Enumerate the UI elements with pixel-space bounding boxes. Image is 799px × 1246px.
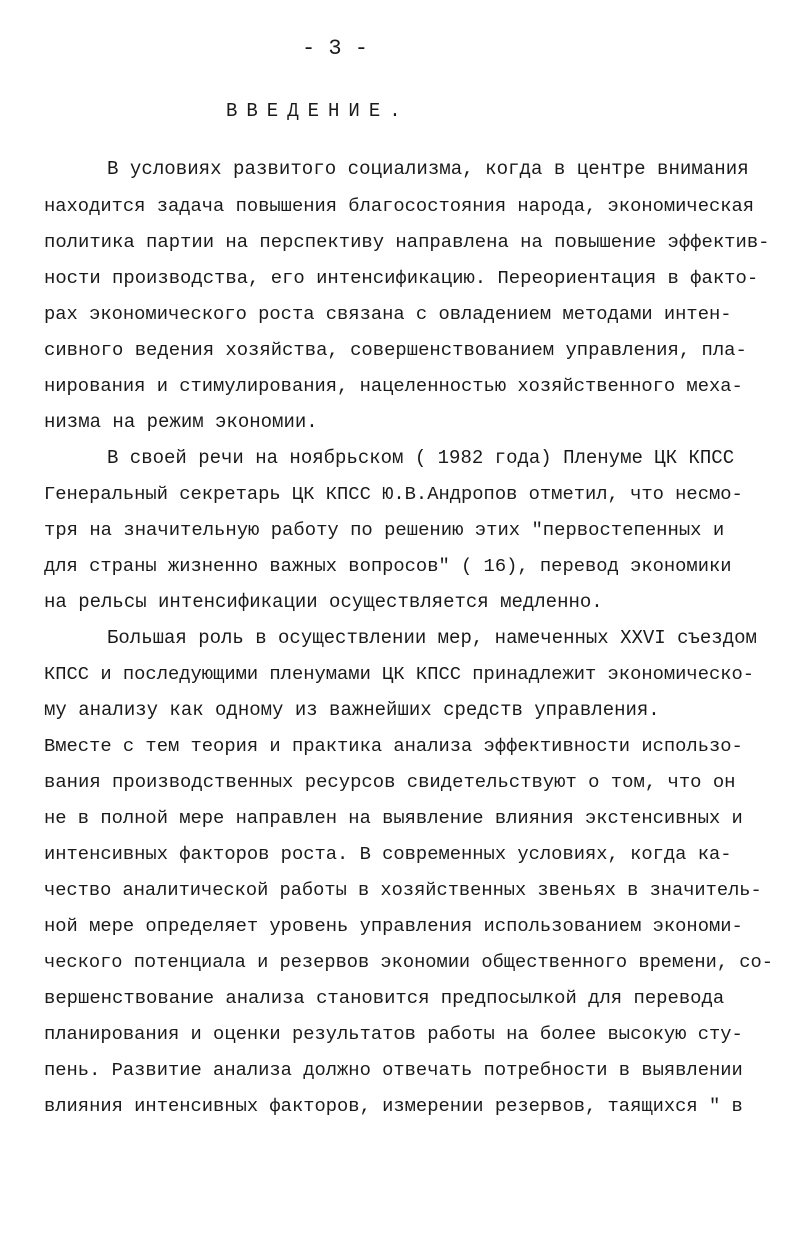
- text-line: политика партии на перспективу направлена на повышение эффектив-: [44, 231, 770, 253]
- text-line: находится задача повышения благосостояния народа, экономическая: [44, 195, 755, 217]
- text-line: ности производства, его интенсификацию. Переориентация в факто-: [44, 267, 759, 289]
- text-line: ной мере определяет уровень управления использованием экономи-: [44, 915, 743, 937]
- text-line: сивного ведения хозяйства, совершенствованием управления, пла-: [44, 339, 747, 361]
- text-line: для страны жизненно важных вопросов" ( 16), перевод экономики: [44, 555, 732, 577]
- text-line: рах экономического роста связана с овладением методами интен-: [44, 303, 732, 325]
- text-line: планирования и оценки результатов работы на более высокую сту-: [44, 1023, 743, 1045]
- text-line: нирования и стимулирования, нацеленностью хозяйственного меха-: [44, 375, 743, 397]
- text-line: ческого потенциала и резервов экономии общественного времени, со-: [44, 951, 773, 973]
- text-line: КПСС и последующими пленумами ЦК КПСС принадлежит экономическо-: [44, 663, 755, 685]
- text-line: влияния интенсивных факторов, измерении резервов, таящихся " в: [44, 1095, 743, 1117]
- text-line: низма на режим экономии.: [44, 411, 318, 433]
- page-number: - 3 -: [301, 36, 368, 61]
- text-line: В своей речи на ноябрьском ( 1982 года) Пленуме ЦК КПСС: [107, 447, 735, 469]
- text-line: вершенствование анализа становится предпосылкой для перевода: [44, 987, 725, 1009]
- text-line: чество аналитической работы в хозяйственных звеньях в значитель-: [44, 879, 762, 901]
- text-line: пень. Развитие анализа должно отвечать потребности в выявлении: [44, 1059, 743, 1081]
- text-line: интенсивных факторов роста. В современных условиях, когда ка-: [44, 843, 732, 865]
- text-line: вания производственных ресурсов свидетельствуют о том, что он: [44, 771, 736, 793]
- text-line: не в полной мере направлен на выявление влияния экстенсивных и: [44, 807, 743, 829]
- text-line: на рельсы интенсификации осуществляется медленно.: [44, 591, 603, 613]
- text-line: В условиях развитого социализма, когда в центре внимания: [107, 158, 749, 180]
- text-line: Вместе с тем теория и практика анализа эффективности использо-: [44, 735, 743, 757]
- text-line: му анализу как одному из важнейших средств управления.: [44, 699, 660, 721]
- text-line: Генеральный секретарь ЦК КПСС Ю.В.Андропов отметил, что несмо-: [44, 483, 743, 505]
- text-line: Большая роль в осуществлении мер, намеченных XXVI съездом: [107, 627, 757, 649]
- text-line: тря на значительную работу по решению этих "первостепенных и: [44, 519, 725, 541]
- page-title: ВВЕДЕНИЕ.: [226, 100, 410, 122]
